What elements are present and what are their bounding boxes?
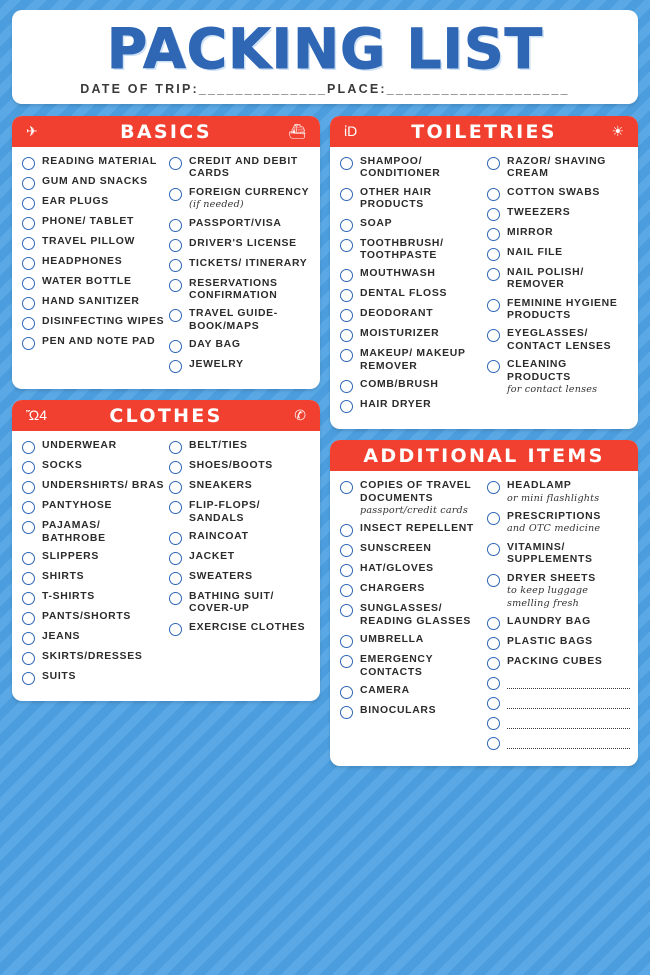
checklist-item-label: PRESCRIPTIONS and OTC medicine <box>507 511 601 535</box>
checklist-item[interactable] <box>169 308 312 333</box>
checklist-item[interactable] <box>487 656 630 670</box>
checklist-item[interactable] <box>487 187 630 201</box>
section-body <box>12 431 320 701</box>
checklist-item[interactable] <box>22 591 165 605</box>
checklist-item[interactable] <box>340 654 483 679</box>
checklist-item[interactable] <box>487 542 630 567</box>
checkbox-circle-icon[interactable] <box>340 219 353 232</box>
checkbox-circle-icon[interactable] <box>169 259 182 272</box>
checkbox-circle-icon[interactable] <box>340 655 353 668</box>
checklist-item-label: FOREIGN CURRENCY (if needed) <box>189 186 310 211</box>
checklist-item[interactable] <box>487 511 630 536</box>
checklist-item[interactable] <box>169 156 312 181</box>
ship-icon: ⛴ <box>288 123 306 139</box>
checkbox-circle-icon[interactable] <box>340 188 353 201</box>
checkbox-circle-icon[interactable] <box>22 632 35 645</box>
checklist-item[interactable] <box>169 571 312 585</box>
checklist-item-label: DRYER SHEETS to keep luggage smelling fresh <box>507 573 630 610</box>
checklist-item[interactable] <box>487 247 630 261</box>
checklist-item-label: NAIL POLISH/ REMOVER <box>507 266 584 291</box>
checkbox-circle-icon[interactable] <box>169 592 182 605</box>
item-subcolumn <box>340 480 483 756</box>
checkbox-circle-icon[interactable] <box>487 543 500 556</box>
checklist-item[interactable] <box>169 500 312 525</box>
checklist-item-label: COTTON SWABS <box>507 186 601 198</box>
checklist-item[interactable] <box>487 716 630 730</box>
checklist-item[interactable] <box>487 616 630 630</box>
checklist-item-label: WATER BOTTLE <box>42 276 132 287</box>
checkbox-circle-icon[interactable] <box>22 461 35 474</box>
checklist-item-label: TRAVEL GUIDE-BOOK/MAPS <box>189 308 278 332</box>
checklist-item[interactable] <box>340 480 483 517</box>
checkbox-circle-icon[interactable] <box>169 552 182 565</box>
checklist-item-label: PANTYHOSE <box>42 500 113 512</box>
item-subcolumn <box>340 156 483 419</box>
checklist-item-label: UNDERSHIRTS/ BRAS <box>42 480 165 492</box>
checkbox-circle-icon[interactable] <box>22 337 35 350</box>
checkbox-circle-icon[interactable] <box>487 299 500 312</box>
checkbox-circle-icon[interactable] <box>22 672 35 685</box>
checklist-item-label: DENTAL FLOSS <box>360 288 448 300</box>
checklist-item[interactable] <box>22 520 165 545</box>
checklist-item-label: TOOTHBRUSH/ TOOTHPASTE <box>360 237 444 262</box>
checklist-item-label: UMBRELLA <box>360 634 424 646</box>
checkbox-circle-icon[interactable] <box>169 481 182 494</box>
checklist-item[interactable] <box>169 187 312 212</box>
checklist-item[interactable] <box>340 634 483 648</box>
checklist-item-label: GUM AND SNACKS <box>42 176 148 187</box>
checkbox-circle-icon[interactable] <box>169 532 182 545</box>
checkbox-circle-icon[interactable] <box>22 157 35 170</box>
checkbox-circle-icon[interactable] <box>487 157 500 170</box>
blank-write-in-line[interactable] <box>507 718 630 729</box>
checklist-item[interactable] <box>340 543 483 557</box>
checklist-item-label: EYEGLASSES/ CONTACT LENSES <box>507 328 612 352</box>
checklist-item-label: HAT/GLOVES <box>360 563 434 575</box>
checklist-item[interactable] <box>169 258 312 272</box>
checkbox-circle-icon[interactable] <box>487 248 500 261</box>
checklist-item[interactable] <box>169 591 312 616</box>
checklist-item-label: TICKETS/ ITINERARY <box>189 257 308 269</box>
checklist-item-label: JACKET <box>189 551 235 563</box>
compass-icon: ✆ <box>294 407 306 424</box>
checklist-item[interactable] <box>22 440 165 454</box>
checklist-item-label: DRIVER'S LICENSE <box>189 237 297 249</box>
item-subcolumn <box>22 156 165 379</box>
checklist-item-label: SOCKS <box>42 460 83 472</box>
checklist-item[interactable] <box>340 238 483 263</box>
checklist-item-label: RAZOR/ SHAVING CREAM <box>507 156 607 180</box>
checklist-item[interactable] <box>169 339 312 353</box>
checklist-item[interactable] <box>487 267 630 292</box>
checklist-item[interactable] <box>22 296 165 310</box>
checkbox-circle-icon[interactable] <box>169 572 182 585</box>
checklist-item[interactable] <box>340 563 483 577</box>
checkbox-circle-icon[interactable] <box>487 329 500 342</box>
checklist-item[interactable] <box>487 696 630 710</box>
section-header-clothes <box>12 400 320 431</box>
checkbox-circle-icon[interactable] <box>487 637 500 650</box>
checklist-item[interactable] <box>22 336 165 350</box>
checkbox-circle-icon[interactable] <box>340 239 353 252</box>
checklist-item[interactable] <box>340 328 483 342</box>
checklist-item[interactable] <box>487 573 630 610</box>
item-subcolumn <box>22 440 165 691</box>
checklist-item[interactable] <box>340 379 483 393</box>
checkbox-circle-icon[interactable] <box>487 574 500 587</box>
checkbox-circle-icon[interactable] <box>487 677 500 690</box>
checkbox-circle-icon[interactable] <box>169 239 182 252</box>
section-body <box>12 147 320 389</box>
checklist-item-note: and OTC medicine <box>507 523 601 535</box>
section-header-additional-items <box>330 440 638 471</box>
checkbox-circle-icon[interactable] <box>487 360 500 373</box>
checkbox-circle-icon[interactable] <box>340 564 353 577</box>
checklist-item-label: SWEATERS <box>189 571 253 583</box>
checklist-item-label: MAKEUP/ MAKEUP REMOVER <box>360 348 466 372</box>
section-title: ADDITIONAL ITEMS <box>363 444 605 467</box>
checklist-item[interactable] <box>340 523 483 537</box>
section-body <box>330 471 638 766</box>
checklist-item[interactable] <box>169 622 312 636</box>
checklist-item-note: to keep luggage smelling fresh <box>507 585 589 609</box>
checklist-item-label: SUNGLASSES/ READING GLASSES <box>360 603 471 627</box>
checkbox-circle-icon[interactable] <box>169 441 182 454</box>
checklist-item-label: HEADPHONES <box>42 256 123 267</box>
checklist-item-label: UNDERWEAR <box>42 440 117 452</box>
checklist-item[interactable] <box>169 238 312 252</box>
checklist-item-label: INSECT REPELLENT <box>360 523 474 535</box>
checklist-item[interactable] <box>340 583 483 597</box>
checklist-item[interactable] <box>487 328 630 353</box>
checklist-item[interactable] <box>22 156 165 170</box>
checklist-item-label: SUITS <box>42 671 77 683</box>
checklist-item-label: PLASTIC BAGS <box>507 635 593 647</box>
checklist-item[interactable] <box>22 216 165 230</box>
left-column <box>12 116 320 766</box>
checkbox-circle-icon[interactable] <box>340 380 353 393</box>
checklist-item[interactable] <box>22 236 165 250</box>
checklist-item[interactable] <box>169 440 312 454</box>
checkbox-circle-icon[interactable] <box>169 309 182 322</box>
checkbox-circle-icon[interactable] <box>169 340 182 353</box>
checklist-item[interactable] <box>22 671 165 685</box>
trip-date-place-fields: DATE OF TRIP:______________PLACE:____________________ <box>80 82 570 96</box>
section-title: TOILETRIES <box>411 120 557 143</box>
checkbox-circle-icon[interactable] <box>169 623 182 636</box>
checkbox-circle-icon[interactable] <box>487 188 500 201</box>
checklist-item-label: SOAP <box>360 217 393 229</box>
checkbox-circle-icon[interactable] <box>169 157 182 170</box>
checkbox-circle-icon[interactable] <box>22 521 35 534</box>
checklist-item[interactable] <box>340 288 483 302</box>
checklist-item-label: NAIL FILE <box>507 246 563 258</box>
checkbox-circle-icon[interactable] <box>22 317 35 330</box>
checklist-item-label: BINOCULARS <box>360 705 437 717</box>
checklist-item-label: MIRROR <box>507 226 554 238</box>
checkbox-circle-icon[interactable] <box>340 269 353 282</box>
checklist-item[interactable] <box>169 551 312 565</box>
checklist-item-label: TWEEZERS <box>507 206 571 218</box>
checklist-item[interactable] <box>487 480 630 505</box>
checklist-item-label: PASSPORT/VISA <box>189 217 282 229</box>
suitcase-icon: Ὤ4 <box>26 407 47 424</box>
checklist-item[interactable] <box>340 156 483 181</box>
checklist-item-label: JEANS <box>42 631 81 643</box>
checklist-item-label: BATHING SUIT/ COVER-UP <box>189 591 275 615</box>
checkbox-circle-icon[interactable] <box>22 177 35 190</box>
checklist-item[interactable] <box>487 298 630 323</box>
checklist-item[interactable] <box>169 359 312 373</box>
checklist-item-label: SHIRTS <box>42 571 85 583</box>
checklist-item-label: DEODORANT <box>360 308 434 320</box>
checklist-item-label: HAND SANITIZER <box>42 296 140 307</box>
checklist-item-label: PACKING CUBES <box>507 655 603 667</box>
checklist-item-label: PEN AND NOTE PAD <box>42 336 156 347</box>
checkbox-circle-icon[interactable] <box>22 552 35 565</box>
checklist-item[interactable] <box>340 187 483 212</box>
checklist-item-note: passport/credit cards <box>360 505 468 517</box>
checkbox-circle-icon[interactable] <box>22 297 35 310</box>
page-title: PACKING LIST <box>106 17 544 81</box>
checklist-item[interactable] <box>169 218 312 232</box>
checklist-item-label: CREDIT AND DEBIT CARDS <box>189 156 298 180</box>
section-header-toiletries <box>330 116 638 147</box>
checklist-item[interactable] <box>340 308 483 322</box>
sun-icon: ☀ <box>611 123 624 139</box>
checklist-item[interactable] <box>340 348 483 373</box>
checkbox-circle-icon[interactable] <box>340 604 353 617</box>
section-card-toiletries <box>330 116 638 429</box>
checkbox-circle-icon[interactable] <box>22 572 35 585</box>
checkbox-circle-icon[interactable] <box>487 512 500 525</box>
checklist-item[interactable] <box>487 207 630 221</box>
checkbox-circle-icon[interactable] <box>22 501 35 514</box>
checklist-item[interactable] <box>22 276 165 290</box>
checkbox-circle-icon[interactable] <box>340 329 353 342</box>
checklist-item[interactable] <box>22 611 165 625</box>
checkbox-circle-icon[interactable] <box>22 217 35 230</box>
checklist-item-label: JEWELRY <box>189 359 244 371</box>
checkbox-circle-icon[interactable] <box>340 481 353 494</box>
checkbox-circle-icon[interactable] <box>487 657 500 670</box>
checklist-item-label: SLIPPERS <box>42 551 99 563</box>
checklist-item[interactable] <box>487 736 630 750</box>
checkbox-circle-icon[interactable] <box>340 544 353 557</box>
checkbox-circle-icon[interactable] <box>22 592 35 605</box>
checklist-item[interactable] <box>22 460 165 474</box>
checklist-item-note: (if needed) <box>189 199 244 211</box>
checklist-item[interactable] <box>22 316 165 330</box>
checkbox-circle-icon[interactable] <box>487 617 500 630</box>
checklist-item[interactable] <box>340 685 483 699</box>
checklist-item[interactable] <box>340 268 483 282</box>
sections-container <box>12 116 638 766</box>
checklist-item-label: HEADLAMP or mini flashlights <box>507 480 600 504</box>
checklist-item[interactable] <box>22 631 165 645</box>
checklist-item-label: DISINFECTING WIPES <box>42 316 165 327</box>
checklist-item[interactable] <box>22 651 165 665</box>
checklist-item[interactable] <box>169 278 312 303</box>
checklist-item[interactable] <box>340 603 483 628</box>
checklist-item[interactable] <box>22 256 165 270</box>
checkbox-circle-icon[interactable] <box>340 635 353 648</box>
checklist-item-label: CHARGERS <box>360 583 426 595</box>
checkbox-circle-icon[interactable] <box>340 686 353 699</box>
checklist-item[interactable] <box>487 156 630 181</box>
item-subcolumn <box>169 156 312 379</box>
checklist-item-note: for contact lenses <box>507 384 598 396</box>
checklist-item[interactable] <box>22 500 165 514</box>
checkbox-circle-icon[interactable] <box>22 652 35 665</box>
checkbox-circle-icon[interactable] <box>169 279 182 292</box>
checkbox-circle-icon[interactable] <box>340 349 353 362</box>
checklist-item-label: EXERCISE CLOTHES <box>189 621 306 633</box>
item-subcolumn <box>169 440 312 691</box>
checkbox-circle-icon[interactable] <box>487 228 500 241</box>
checkbox-circle-icon[interactable] <box>22 257 35 270</box>
checklist-item-label: PAJAMAS/ BATHROBE <box>42 520 106 544</box>
section-header-basics <box>12 116 320 147</box>
checklist-item-label: HAIR DRYER <box>360 399 432 411</box>
checklist-item[interactable] <box>340 399 483 413</box>
checklist-item-label: CLEANING PRODUCTS for contact lenses <box>507 359 630 396</box>
airplane-icon: ✈ <box>26 123 38 139</box>
checkbox-circle-icon[interactable] <box>169 360 182 373</box>
checklist-item[interactable] <box>169 531 312 545</box>
checkbox-circle-icon[interactable] <box>487 717 500 730</box>
checkbox-circle-icon[interactable] <box>487 481 500 494</box>
checkbox-circle-icon[interactable] <box>340 584 353 597</box>
checkbox-circle-icon[interactable] <box>22 441 35 454</box>
checkbox-circle-icon[interactable] <box>340 400 353 413</box>
checklist-item-label: EMERGENCY CONTACTS <box>360 654 434 678</box>
checkbox-circle-icon[interactable] <box>487 208 500 221</box>
checkbox-circle-icon[interactable] <box>487 737 500 750</box>
checklist-item[interactable] <box>487 636 630 650</box>
section-title: CLOTHES <box>109 404 223 427</box>
section-body <box>330 147 638 429</box>
checkbox-circle-icon[interactable] <box>169 501 182 514</box>
checklist-item-label: SUNSCREEN <box>360 543 432 555</box>
checklist-item-label: PANTS/SHORTS <box>42 611 132 623</box>
checklist-item-label: BELT/TIES <box>189 440 248 452</box>
blank-write-in-line[interactable] <box>507 678 630 689</box>
globe-icon: ἰD <box>344 123 358 139</box>
checklist-item-label: EAR PLUGS <box>42 196 109 207</box>
checkbox-circle-icon[interactable] <box>22 612 35 625</box>
checklist-item-label: SKIRTS/DRESSES <box>42 651 143 663</box>
checklist-item[interactable] <box>22 196 165 210</box>
blank-write-in-line[interactable] <box>507 698 630 709</box>
checklist-item-label: SHOES/BOOTS <box>189 460 273 472</box>
checkbox-circle-icon[interactable] <box>340 157 353 170</box>
checklist-item[interactable] <box>22 176 165 190</box>
checklist-item-label: SHAMPOO/ CONDITIONER <box>360 156 441 180</box>
checklist-item-note: or mini flashlights <box>507 492 600 504</box>
checklist-item-label: PHONE/ TABLET <box>42 216 135 227</box>
checklist-item[interactable] <box>22 571 165 585</box>
checklist-item-label: MOISTURIZER <box>360 328 440 340</box>
checklist-item[interactable] <box>487 227 630 241</box>
checklist-item[interactable] <box>22 551 165 565</box>
checklist-item[interactable] <box>340 218 483 232</box>
checkbox-circle-icon[interactable] <box>22 277 35 290</box>
checkbox-circle-icon[interactable] <box>340 309 353 322</box>
checkbox-circle-icon[interactable] <box>22 481 35 494</box>
title-card <box>12 10 638 104</box>
checklist-item-label: RAINCOAT <box>189 531 249 543</box>
checkbox-circle-icon[interactable] <box>169 188 182 201</box>
checklist-item-label: LAUNDRY BAG <box>507 615 591 627</box>
checklist-item[interactable] <box>169 480 312 494</box>
checklist-item[interactable] <box>487 676 630 690</box>
checkbox-circle-icon[interactable] <box>340 524 353 537</box>
checkbox-circle-icon[interactable] <box>487 697 500 710</box>
checkbox-circle-icon[interactable] <box>169 219 182 232</box>
checklist-item[interactable] <box>169 460 312 474</box>
checklist-item-label: CAMERA <box>360 685 410 697</box>
checklist-item-label: COPIES OF TRAVEL DOCUMENTS passport/credit cards <box>360 480 483 517</box>
item-subcolumn <box>487 156 630 419</box>
right-column <box>330 116 638 766</box>
checkbox-circle-icon[interactable] <box>487 268 500 281</box>
checkbox-circle-icon[interactable] <box>22 237 35 250</box>
checklist-item-label: FLIP-FLOPS/ SANDALS <box>189 500 261 524</box>
checkbox-circle-icon[interactable] <box>340 706 353 719</box>
checklist-item-label: T-SHIRTS <box>42 591 95 603</box>
section-card-additional-items <box>330 440 638 766</box>
checklist-item-label: RESERVATIONS CONFIRMATION <box>189 277 278 302</box>
checkbox-circle-icon[interactable] <box>22 197 35 210</box>
checklist-item-label: TRAVEL PILLOW <box>42 236 135 247</box>
blank-write-in-line[interactable] <box>507 738 630 749</box>
checklist-item-label: FEMININE HYGIENE PRODUCTS <box>507 297 618 322</box>
checklist-item[interactable] <box>22 480 165 494</box>
checklist-item-label: SNEAKERS <box>189 480 253 492</box>
checklist-item-label: READING MATERIAL <box>42 156 157 167</box>
section-title: BASICS <box>120 120 212 143</box>
checkbox-circle-icon[interactable] <box>340 289 353 302</box>
checklist-item-label: OTHER HAIR PRODUCTS <box>360 186 432 211</box>
checklist-item-label: MOUTHWASH <box>360 268 436 280</box>
checklist-item[interactable] <box>340 705 483 719</box>
checkbox-circle-icon[interactable] <box>169 461 182 474</box>
item-subcolumn <box>487 480 630 756</box>
section-card-basics <box>12 116 320 389</box>
checklist-item-label: COMB/BRUSH <box>360 379 439 391</box>
section-card-clothes <box>12 400 320 701</box>
checklist-item-label: VITAMINS/ SUPPLEMENTS <box>507 541 593 566</box>
checklist-item[interactable] <box>487 359 630 396</box>
checklist-item-label: DAY BAG <box>189 339 241 351</box>
